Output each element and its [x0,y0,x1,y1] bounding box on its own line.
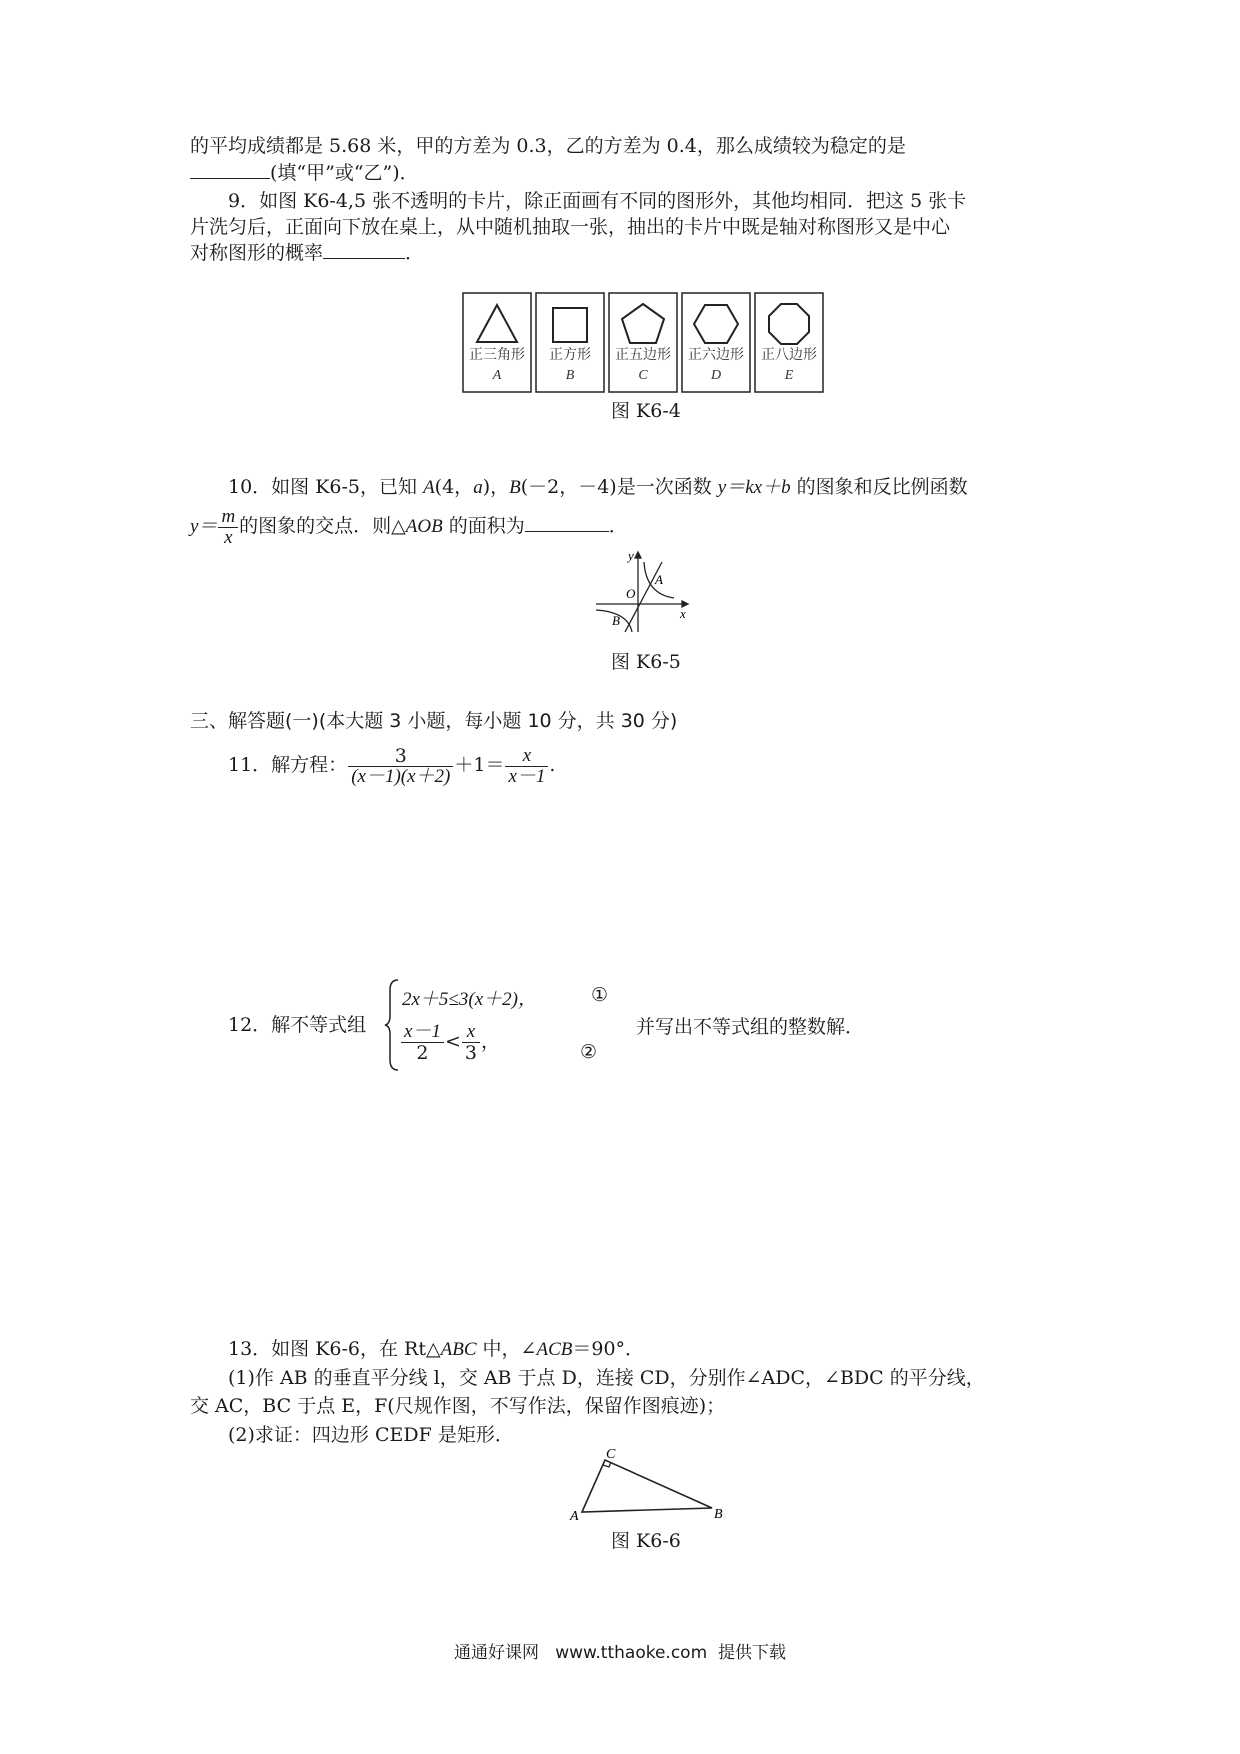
q10-var-a: a [473,477,483,498]
inequality-2-frac-a [401,1022,444,1063]
q11-fraction-2 [505,746,548,787]
q10-text: (4， [434,476,474,498]
q10-line1 [228,474,968,501]
q8-line1: 的平均成绩都是 5.68 米，甲的方差为 0.3，乙的方差为 0.4，那么成绩较为稳定的是 [190,135,906,157]
frac-a-num: x－1 [401,1022,444,1043]
q8-line2-suffix: (填“甲”或“乙”)． [270,162,419,184]
q10-text: )， [482,476,510,498]
card-d-letter: D [710,368,722,383]
q10-y-equals: y＝ [190,516,218,537]
function-graph [590,548,690,636]
inequality-1-text: 2x＋5≤3(x＋2)， [402,989,537,1010]
inequality-1 [402,984,537,1011]
q9-line3-prefix: 对称图形的概率 [190,242,324,264]
q11-frac1-num: 3 [348,746,453,767]
q11-frac1-den: (x－1)(x＋2) [351,765,451,787]
q13-triangle-name: ABC [440,1339,477,1360]
frac-a-den: 2 [416,1042,429,1064]
figure-k6-4-caption: 图 K6-4 [611,400,681,422]
q13-line4: (2)求证：四边形 CEDF 是矩形． [228,1424,514,1446]
q10-frac-num: m [218,507,238,528]
section-3-heading: 三、解答题(一)(本大题 3 小题，每小题 10 分，共 30 分) [190,710,678,732]
card-d [682,293,750,392]
comma: ， [480,1030,500,1053]
q9-line1: 9．如图 K6-4,5 张不透明的卡片，除正面画有不同的图形外，其他均相同．把这 5 张卡 [228,190,967,212]
shape-cards-figure [462,292,832,394]
less-than: < [444,1030,461,1053]
q12-prefix: 12．解不等式组 [228,1014,367,1036]
inequality-2 [400,1022,500,1063]
q12-suffix: 并写出不等式组的整数解． [636,1016,865,1038]
card-c-label: 正五边形 [615,347,671,363]
q10-linear-function: y＝kx＋b [717,477,791,498]
card-b [536,293,604,392]
q10-line2 [190,502,628,551]
y-axis-label: y [628,548,634,563]
q10-point-b: B [509,477,521,498]
q10-frac-den: x [224,526,233,548]
q11-fraction-1 [348,746,453,787]
q13-line1 [228,1336,644,1363]
card-e-letter: E [784,368,794,383]
page-footer: 通通好课网 www.tthaoke.com 提供下载 [454,1643,786,1663]
answer-blank [525,513,609,532]
card-a [463,293,531,392]
triangle-abc [582,1460,712,1512]
q13-text: ＝90°． [572,1338,645,1360]
card-e-label: 正八边形 [761,347,817,363]
q13-line3: 交 AC，BC 于点 E，F(尺规作图，不写作法，保留作图痕迹)； [190,1395,726,1417]
q10-triangle-name: AOB [405,516,443,537]
q11-equation [228,738,555,792]
q10-text: 的面积为 [442,515,525,537]
x-axis-label: x [680,606,686,621]
q13-text: 中，∠ [476,1338,537,1360]
q13-line2: (1)作 AB 的垂直平分线 l，交 AB 于点 D，连接 CD，分别作∠ADC，∠BDC 的平分线， [228,1367,985,1389]
card-e [755,293,823,392]
q11-end: . [549,754,556,776]
frac-b-den: 3 [464,1042,477,1064]
right-triangle-figure [562,1446,732,1524]
card-b-letter: B [565,368,575,383]
q10-text: 的图象和反比例函数 [790,476,968,498]
q9-line3-suffix: ． [405,242,425,264]
card-c-letter: C [638,368,648,383]
q10-point-a: A [423,477,435,498]
card-c [609,293,677,392]
figure-k6-5-caption: 图 K6-5 [611,651,681,673]
q9-line2: 片洗匀后，正面向下放在桌上，从中随机抽取一张，抽出的卡片中既是轴对称图形又是中心 [190,216,951,238]
answer-blank [190,160,270,179]
card-b-label: 正方形 [549,347,591,363]
vertex-b-label: B [714,1507,723,1522]
q13-text: 13．如图 K6-6，在 Rt△ [228,1338,441,1360]
mark-1: ① [591,984,609,1006]
point-b-label: B [612,613,620,628]
card-d-label: 正六边形 [688,347,744,363]
inequality-2-frac-b [462,1022,480,1063]
vertex-c-label: C [606,1447,616,1462]
q11-prefix: 11．解方程： [228,754,348,776]
q13-angle-name: ACB [536,1339,573,1360]
answer-blank [323,240,405,259]
card-a-letter: A [492,368,502,383]
frac-b-num: x [462,1022,480,1043]
mark-2: ② [580,1041,598,1063]
q10-text: 的图象的交点．则△ [239,515,406,537]
q11-frac2-num: x [505,746,548,767]
q10-fraction [218,507,238,548]
q9-line3 [190,240,424,266]
point-a-label: A [655,572,663,587]
origin-label: O [626,586,636,601]
q11-middle: ＋1＝ [454,754,505,776]
figure-k6-6-caption: 图 K6-6 [611,1530,681,1552]
q11-frac2-den: x－1 [508,765,546,787]
q10-text: ． [608,515,628,537]
card-a-label: 正三角形 [469,347,525,363]
q8-line2 [190,160,419,186]
q10-text: 10．如图 K6-5，已知 [228,476,424,498]
vertex-a-label: A [570,1509,579,1524]
y-axis-arrow [635,552,641,558]
q10-text: (－2，－4)是一次函数 [520,476,718,498]
system-brace [384,978,400,1072]
